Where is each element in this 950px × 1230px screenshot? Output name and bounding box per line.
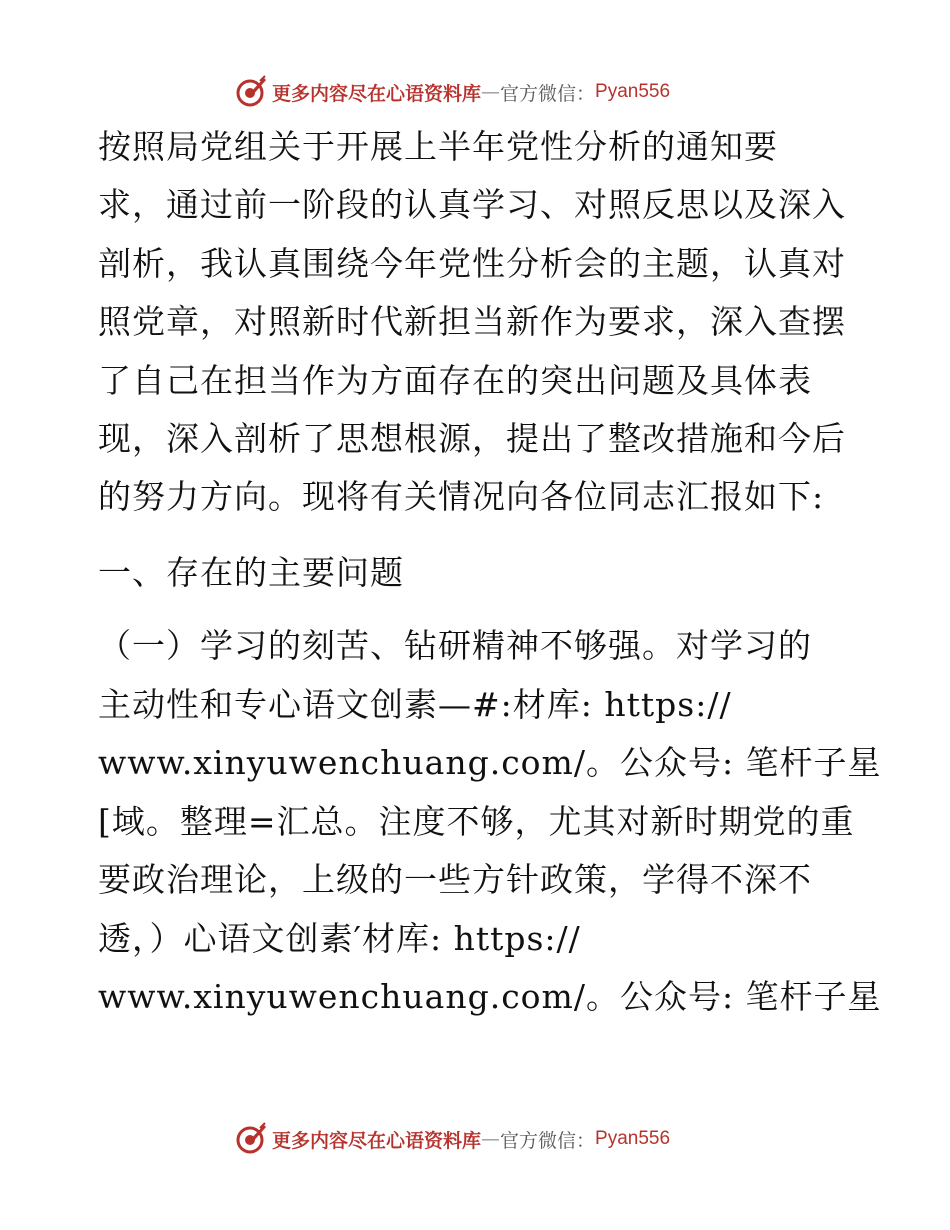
- body-line: （一）学习的刻苦、钻研精神不够强。对学习的: [98, 626, 812, 665]
- body-line: 剖析，我认真围绕今年党性分析会的主题，认真对: [98, 244, 846, 283]
- body-line: www.xinyuwenchuang.com/。公众号: 笔杆子星: [98, 977, 882, 1016]
- body-line: www.xinyuwenchuang.com/。公众号: 笔杆子星: [98, 743, 882, 782]
- body-line: 透，）心语文创素′材库: https://: [98, 919, 581, 958]
- body-line: 主动性和专心语文创素—#:材库: https://: [98, 685, 732, 724]
- watermark-wechat-id: Pyan556: [595, 1128, 671, 1149]
- watermark-brand: 更多内容尽在心语资料库: [272, 1129, 482, 1152]
- body-line: 照党章，对照新时代新担当新作为要求，深入查摆: [98, 302, 846, 341]
- watermark-label: 官方微信：: [500, 82, 596, 105]
- watermark-label: 官方微信：: [500, 1129, 596, 1152]
- section-heading: 一、存在的主要问题: [98, 553, 404, 592]
- body-line: [域。整理=汇总。注度不够，尤其对新时期党的重: [98, 802, 855, 841]
- body-line: 了自己在担当作为方面存在的突出问题及具体表: [98, 361, 812, 400]
- body-line: 按照局党组关于开展上半年党性分析的通知要: [98, 127, 778, 166]
- watermark-brand: 更多内容尽在心语资料库: [272, 82, 482, 105]
- body-line: 要政治理论，上级的一些方针政策，学得不深不: [98, 860, 812, 899]
- quill-logo-icon: [234, 1122, 268, 1156]
- watermark-separator: —: [481, 81, 501, 103]
- body-line: 的努力方向。现将有关情况向各位同志汇报如下:: [98, 477, 825, 516]
- quill-logo-icon: [234, 75, 268, 109]
- watermark-wechat-id: Pyan556: [595, 81, 671, 102]
- body-line: 现，深入剖析了思想根源，提出了整改措施和今后: [98, 419, 846, 458]
- body-line: 求，通过前一阶段的认真学习、对照反思以及深入: [98, 185, 846, 224]
- watermark-separator: —: [481, 1128, 501, 1150]
- header-watermark: [234, 72, 670, 112]
- footer-watermark: [234, 1119, 670, 1159]
